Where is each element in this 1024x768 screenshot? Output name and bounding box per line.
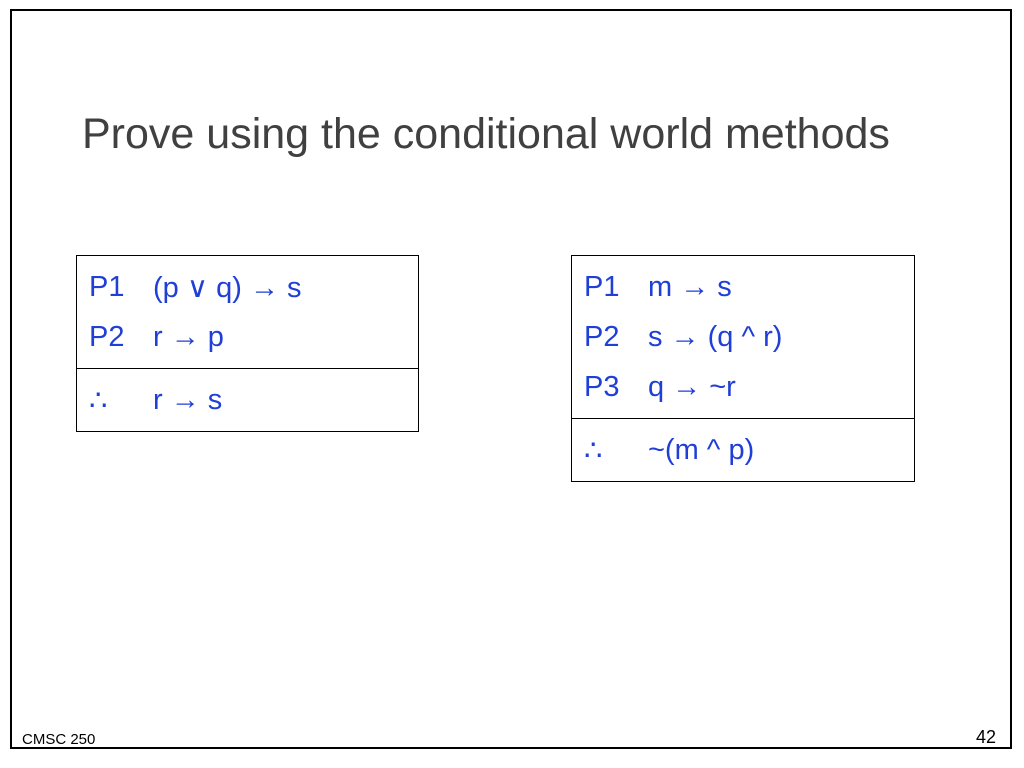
premise-row bbox=[77, 312, 418, 362]
premise-label: P1 bbox=[89, 270, 125, 303]
premise-label: P3 bbox=[584, 370, 620, 403]
conclusion-formula: r → s bbox=[153, 383, 223, 416]
proof-box-right bbox=[571, 255, 915, 482]
conclusion-section bbox=[572, 418, 914, 481]
premise-formula: m → s bbox=[648, 270, 732, 303]
premise-row bbox=[572, 312, 914, 362]
conclusion-row bbox=[77, 375, 418, 425]
conclusion-section bbox=[77, 368, 418, 431]
premise-label: P2 bbox=[89, 320, 125, 353]
premise-formula: s → (q ^ r) bbox=[648, 320, 783, 353]
conclusion-row bbox=[572, 425, 914, 475]
page-number: 42 bbox=[975, 727, 996, 747]
premises-section bbox=[572, 256, 914, 418]
footer-course: CMSC 250 bbox=[22, 731, 96, 748]
premise-label: P1 bbox=[584, 270, 620, 303]
premise-row bbox=[572, 362, 914, 412]
conclusion-formula: ~(m ^ p) bbox=[648, 433, 755, 466]
therefore-symbol: ∴ bbox=[584, 434, 603, 467]
slide-title: Prove using the conditional world methods bbox=[82, 110, 890, 158]
premise-label: P2 bbox=[584, 320, 620, 353]
premise-row bbox=[77, 262, 418, 312]
therefore-symbol: ∴ bbox=[89, 384, 108, 417]
proof-box-left bbox=[76, 255, 419, 432]
premise-formula: r → p bbox=[153, 320, 224, 353]
premise-formula: (p ∨ q) → s bbox=[153, 271, 302, 304]
premise-row bbox=[572, 262, 914, 312]
premise-formula: q → ~r bbox=[648, 370, 736, 403]
premises-section bbox=[77, 256, 418, 368]
